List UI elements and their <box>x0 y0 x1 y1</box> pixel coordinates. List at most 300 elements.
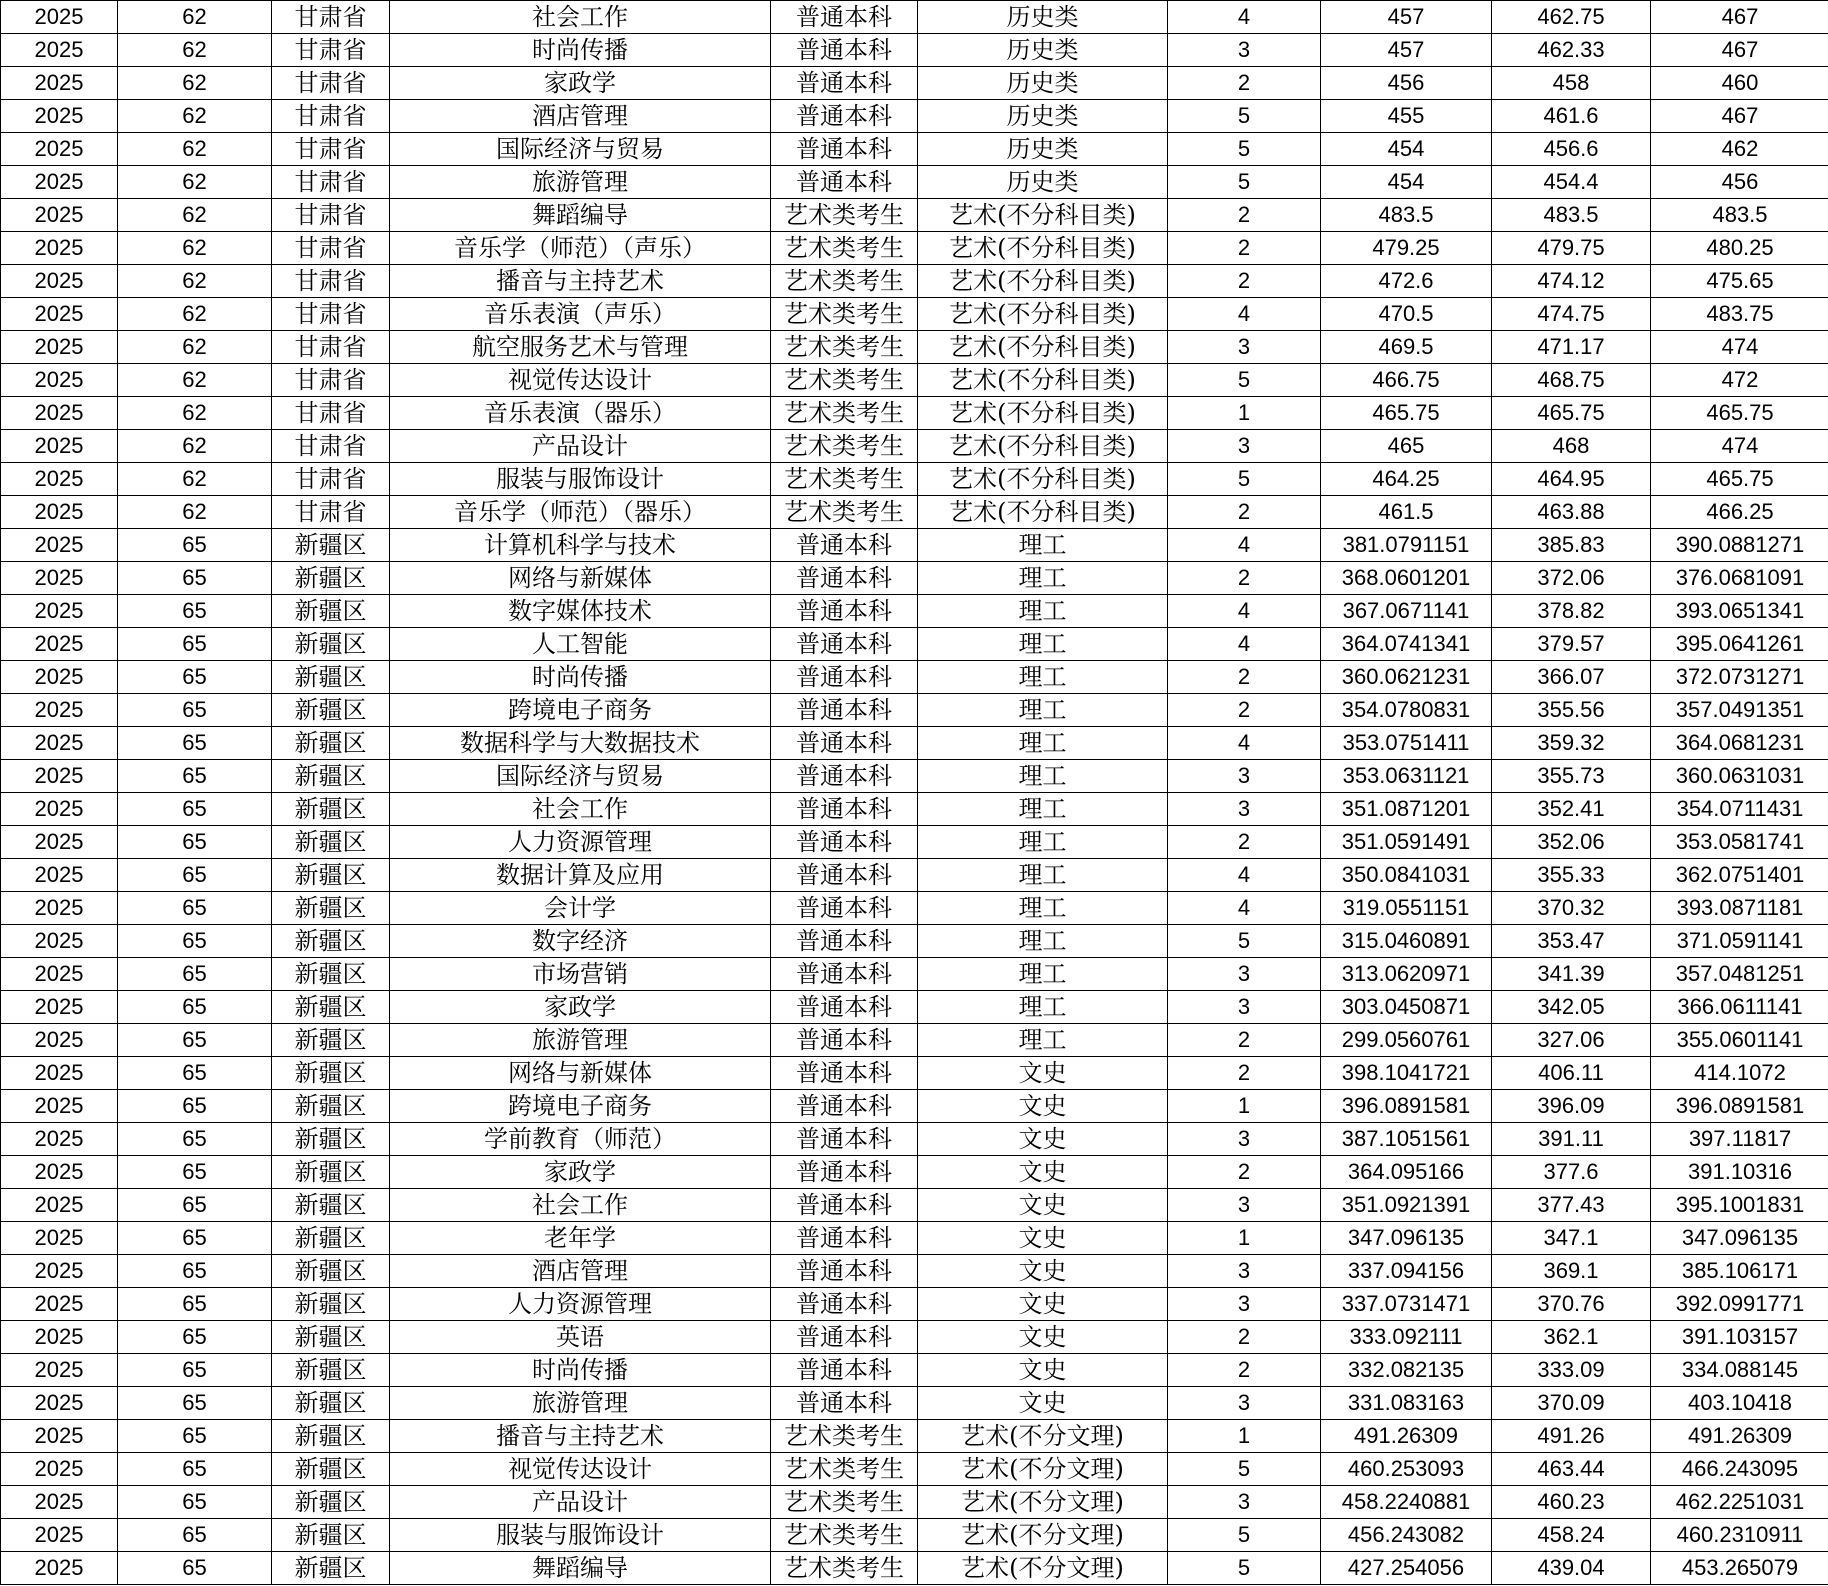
subject-cell: 历史类 <box>918 67 1168 100</box>
batch-cell: 艺术类考生 <box>771 1519 918 1552</box>
year-cell: 2025 <box>1 958 118 991</box>
count-cell: 2 <box>1168 496 1321 529</box>
avg-score-cell: 465.75 <box>1492 397 1651 430</box>
major-cell: 时尚传播 <box>390 1354 771 1387</box>
province-code-cell: 65 <box>118 661 272 694</box>
province-code-cell: 62 <box>118 232 272 265</box>
major-cell: 家政学 <box>390 1156 771 1189</box>
count-cell: 3 <box>1168 1189 1321 1222</box>
table-row <box>1 100 1828 133</box>
count-cell: 3 <box>1168 1387 1321 1420</box>
province-cell: 新疆区 <box>272 1024 390 1057</box>
major-cell: 音乐表演（声乐） <box>390 298 771 331</box>
major-cell: 社会工作 <box>390 1189 771 1222</box>
batch-cell: 普通本科 <box>771 628 918 661</box>
province-code-cell: 65 <box>118 1123 272 1156</box>
min-score-cell: 454 <box>1321 166 1492 199</box>
province-code-cell: 65 <box>118 1288 272 1321</box>
province-cell: 新疆区 <box>272 1486 390 1519</box>
min-score-cell: 381.0791151 <box>1321 529 1492 562</box>
min-score-cell: 360.0621231 <box>1321 661 1492 694</box>
subject-cell: 艺术(不分科目类) <box>918 232 1168 265</box>
batch-cell: 普通本科 <box>771 760 918 793</box>
max-score-cell: 366.0611141 <box>1651 991 1828 1024</box>
table-row <box>1 1156 1828 1189</box>
year-cell: 2025 <box>1 67 118 100</box>
province-cell: 新疆区 <box>272 562 390 595</box>
year-cell: 2025 <box>1 133 118 166</box>
table-row <box>1 1288 1828 1321</box>
province-cell: 甘肃省 <box>272 331 390 364</box>
province-code-cell: 65 <box>118 1255 272 1288</box>
min-score-cell: 299.0560761 <box>1321 1024 1492 1057</box>
major-cell: 产品设计 <box>390 430 771 463</box>
max-score-cell: 392.0991771 <box>1651 1288 1828 1321</box>
batch-cell: 艺术类考生 <box>771 1552 918 1585</box>
major-cell: 会计学 <box>390 892 771 925</box>
province-code-cell: 65 <box>118 826 272 859</box>
subject-cell: 艺术(不分文理) <box>918 1519 1168 1552</box>
count-cell: 2 <box>1168 661 1321 694</box>
avg-score-cell: 377.43 <box>1492 1189 1651 1222</box>
max-score-cell: 364.0681231 <box>1651 727 1828 760</box>
province-code-cell: 65 <box>118 628 272 661</box>
count-cell: 5 <box>1168 1453 1321 1486</box>
major-cell: 国际经济与贸易 <box>390 133 771 166</box>
avg-score-cell: 464.95 <box>1492 463 1651 496</box>
subject-cell: 历史类 <box>918 34 1168 67</box>
subject-cell: 艺术(不分文理) <box>918 1453 1168 1486</box>
max-score-cell: 462.2251031 <box>1651 1486 1828 1519</box>
major-cell: 酒店管理 <box>390 100 771 133</box>
major-cell: 网络与新媒体 <box>390 1057 771 1090</box>
batch-cell: 普通本科 <box>771 1321 918 1354</box>
subject-cell: 艺术(不分科目类) <box>918 430 1168 463</box>
year-cell: 2025 <box>1 991 118 1024</box>
avg-score-cell: 460.23 <box>1492 1486 1651 1519</box>
province-code-cell: 65 <box>118 727 272 760</box>
batch-cell: 普通本科 <box>771 1255 918 1288</box>
province-code-cell: 65 <box>118 760 272 793</box>
count-cell: 1 <box>1168 1420 1321 1453</box>
subject-cell: 艺术(不分科目类) <box>918 298 1168 331</box>
major-cell: 音乐表演（器乐） <box>390 397 771 430</box>
province-code-cell: 65 <box>118 529 272 562</box>
avg-score-cell: 362.1 <box>1492 1321 1651 1354</box>
avg-score-cell: 352.06 <box>1492 826 1651 859</box>
batch-cell: 普通本科 <box>771 1288 918 1321</box>
year-cell: 2025 <box>1 1123 118 1156</box>
max-score-cell: 465.75 <box>1651 463 1828 496</box>
table-row <box>1 1354 1828 1387</box>
max-score-cell: 465.75 <box>1651 397 1828 430</box>
min-score-cell: 353.0751411 <box>1321 727 1492 760</box>
min-score-cell: 332.082135 <box>1321 1354 1492 1387</box>
table-row <box>1 1123 1828 1156</box>
min-score-cell: 470.5 <box>1321 298 1492 331</box>
table-row <box>1 727 1828 760</box>
min-score-cell: 472.6 <box>1321 265 1492 298</box>
max-score-cell: 396.0891581 <box>1651 1090 1828 1123</box>
subject-cell: 艺术(不分科目类) <box>918 199 1168 232</box>
year-cell: 2025 <box>1 595 118 628</box>
count-cell: 3 <box>1168 1486 1321 1519</box>
avg-score-cell: 378.82 <box>1492 595 1651 628</box>
subject-cell: 文史 <box>918 1189 1168 1222</box>
max-score-cell: 460 <box>1651 67 1828 100</box>
major-cell: 数字媒体技术 <box>390 595 771 628</box>
province-code-cell: 65 <box>118 694 272 727</box>
year-cell: 2025 <box>1 628 118 661</box>
table-row <box>1 199 1828 232</box>
min-score-cell: 460.253093 <box>1321 1453 1492 1486</box>
count-cell: 2 <box>1168 1321 1321 1354</box>
major-cell: 视觉传达设计 <box>390 364 771 397</box>
batch-cell: 艺术类考生 <box>771 1486 918 1519</box>
table-row <box>1 925 1828 958</box>
min-score-cell: 455 <box>1321 100 1492 133</box>
year-cell: 2025 <box>1 826 118 859</box>
major-cell: 数字经济 <box>390 925 771 958</box>
major-cell: 数据科学与大数据技术 <box>390 727 771 760</box>
subject-cell: 艺术(不分科目类) <box>918 463 1168 496</box>
major-cell: 时尚传播 <box>390 661 771 694</box>
province-code-cell: 65 <box>118 925 272 958</box>
max-score-cell: 390.0881271 <box>1651 529 1828 562</box>
major-cell: 酒店管理 <box>390 1255 771 1288</box>
province-cell: 新疆区 <box>272 925 390 958</box>
subject-cell: 理工 <box>918 826 1168 859</box>
batch-cell: 普通本科 <box>771 1222 918 1255</box>
min-score-cell: 337.0731471 <box>1321 1288 1492 1321</box>
count-cell: 2 <box>1168 694 1321 727</box>
count-cell: 2 <box>1168 1057 1321 1090</box>
min-score-cell: 458.2240881 <box>1321 1486 1492 1519</box>
province-cell: 新疆区 <box>272 1255 390 1288</box>
min-score-cell: 347.096135 <box>1321 1222 1492 1255</box>
batch-cell: 普通本科 <box>771 166 918 199</box>
max-score-cell: 414.1072 <box>1651 1057 1828 1090</box>
avg-score-cell: 366.07 <box>1492 661 1651 694</box>
province-cell: 甘肃省 <box>272 199 390 232</box>
year-cell: 2025 <box>1 1222 118 1255</box>
province-code-cell: 65 <box>118 892 272 925</box>
max-score-cell: 462 <box>1651 133 1828 166</box>
batch-cell: 艺术类考生 <box>771 1420 918 1453</box>
batch-cell: 普通本科 <box>771 34 918 67</box>
province-cell: 新疆区 <box>272 1552 390 1585</box>
province-code-cell: 62 <box>118 496 272 529</box>
batch-cell: 普通本科 <box>771 892 918 925</box>
batch-cell: 普通本科 <box>771 1387 918 1420</box>
table-row <box>1 298 1828 331</box>
province-cell: 新疆区 <box>272 826 390 859</box>
count-cell: 2 <box>1168 67 1321 100</box>
major-cell: 播音与主持艺术 <box>390 1420 771 1453</box>
max-score-cell: 395.1001831 <box>1651 1189 1828 1222</box>
province-cell: 甘肃省 <box>272 298 390 331</box>
count-cell: 5 <box>1168 1519 1321 1552</box>
subject-cell: 理工 <box>918 760 1168 793</box>
year-cell: 2025 <box>1 1 118 34</box>
year-cell: 2025 <box>1 331 118 364</box>
major-cell: 人工智能 <box>390 628 771 661</box>
province-cell: 新疆区 <box>272 661 390 694</box>
min-score-cell: 427.254056 <box>1321 1552 1492 1585</box>
subject-cell: 文史 <box>918 1123 1168 1156</box>
batch-cell: 普通本科 <box>771 1354 918 1387</box>
subject-cell: 理工 <box>918 694 1168 727</box>
min-score-cell: 454 <box>1321 133 1492 166</box>
province-cell: 甘肃省 <box>272 430 390 463</box>
count-cell: 4 <box>1168 859 1321 892</box>
count-cell: 3 <box>1168 331 1321 364</box>
max-score-cell: 372.0731271 <box>1651 661 1828 694</box>
province-code-cell: 65 <box>118 1387 272 1420</box>
min-score-cell: 465 <box>1321 430 1492 463</box>
avg-score-cell: 462.75 <box>1492 1 1651 34</box>
count-cell: 2 <box>1168 826 1321 859</box>
year-cell: 2025 <box>1 100 118 133</box>
major-cell: 市场营销 <box>390 958 771 991</box>
batch-cell: 普通本科 <box>771 100 918 133</box>
subject-cell: 艺术(不分科目类) <box>918 364 1168 397</box>
min-score-cell: 457 <box>1321 34 1492 67</box>
count-cell: 1 <box>1168 397 1321 430</box>
avg-score-cell: 462.33 <box>1492 34 1651 67</box>
table-row <box>1 1486 1828 1519</box>
year-cell: 2025 <box>1 232 118 265</box>
max-score-cell: 391.10316 <box>1651 1156 1828 1189</box>
table-row <box>1 991 1828 1024</box>
subject-cell: 艺术(不分科目类) <box>918 265 1168 298</box>
batch-cell: 普通本科 <box>771 1057 918 1090</box>
avg-score-cell: 458 <box>1492 67 1651 100</box>
avg-score-cell: 352.41 <box>1492 793 1651 826</box>
count-cell: 3 <box>1168 760 1321 793</box>
batch-cell: 艺术类考生 <box>771 364 918 397</box>
table-row <box>1 166 1828 199</box>
min-score-cell: 364.095166 <box>1321 1156 1492 1189</box>
batch-cell: 艺术类考生 <box>771 397 918 430</box>
province-code-cell: 65 <box>118 1552 272 1585</box>
province-cell: 新疆区 <box>272 595 390 628</box>
count-cell: 4 <box>1168 727 1321 760</box>
min-score-cell: 461.5 <box>1321 496 1492 529</box>
count-cell: 2 <box>1168 232 1321 265</box>
min-score-cell: 469.5 <box>1321 331 1492 364</box>
batch-cell: 普通本科 <box>771 529 918 562</box>
batch-cell: 普通本科 <box>771 991 918 1024</box>
batch-cell: 艺术类考生 <box>771 298 918 331</box>
avg-score-cell: 347.1 <box>1492 1222 1651 1255</box>
avg-score-cell: 355.56 <box>1492 694 1651 727</box>
major-cell: 社会工作 <box>390 1 771 34</box>
year-cell: 2025 <box>1 727 118 760</box>
max-score-cell: 456 <box>1651 166 1828 199</box>
max-score-cell: 357.0491351 <box>1651 694 1828 727</box>
subject-cell: 艺术(不分文理) <box>918 1420 1168 1453</box>
province-cell: 甘肃省 <box>272 496 390 529</box>
subject-cell: 艺术(不分文理) <box>918 1486 1168 1519</box>
major-cell: 时尚传播 <box>390 34 771 67</box>
table-row <box>1 496 1828 529</box>
province-code-cell: 62 <box>118 364 272 397</box>
subject-cell: 理工 <box>918 628 1168 661</box>
count-cell: 5 <box>1168 100 1321 133</box>
min-score-cell: 387.1051561 <box>1321 1123 1492 1156</box>
batch-cell: 普通本科 <box>771 793 918 826</box>
province-cell: 新疆区 <box>272 793 390 826</box>
table-row <box>1 232 1828 265</box>
count-cell: 4 <box>1168 1 1321 34</box>
min-score-cell: 354.0780831 <box>1321 694 1492 727</box>
province-code-cell: 65 <box>118 1222 272 1255</box>
subject-cell: 艺术(不分科目类) <box>918 496 1168 529</box>
min-score-cell: 483.5 <box>1321 199 1492 232</box>
province-cell: 新疆区 <box>272 1354 390 1387</box>
province-code-cell: 62 <box>118 100 272 133</box>
count-cell: 5 <box>1168 166 1321 199</box>
year-cell: 2025 <box>1 1024 118 1057</box>
max-score-cell: 483.75 <box>1651 298 1828 331</box>
table-row <box>1 1024 1828 1057</box>
province-cell: 新疆区 <box>272 892 390 925</box>
province-code-cell: 65 <box>118 1189 272 1222</box>
avg-score-cell: 370.76 <box>1492 1288 1651 1321</box>
table-row <box>1 331 1828 364</box>
batch-cell: 普通本科 <box>771 562 918 595</box>
major-cell: 社会工作 <box>390 793 771 826</box>
province-cell: 新疆区 <box>272 727 390 760</box>
year-cell: 2025 <box>1 34 118 67</box>
year-cell: 2025 <box>1 925 118 958</box>
batch-cell: 普通本科 <box>771 1 918 34</box>
major-cell: 家政学 <box>390 67 771 100</box>
subject-cell: 艺术(不分文理) <box>918 1552 1168 1585</box>
table-row <box>1 826 1828 859</box>
subject-cell: 艺术(不分科目类) <box>918 331 1168 364</box>
subject-cell: 理工 <box>918 925 1168 958</box>
min-score-cell: 364.0741341 <box>1321 628 1492 661</box>
province-code-cell: 65 <box>118 1420 272 1453</box>
max-score-cell: 362.0751401 <box>1651 859 1828 892</box>
major-cell: 播音与主持艺术 <box>390 265 771 298</box>
max-score-cell: 385.106171 <box>1651 1255 1828 1288</box>
year-cell: 2025 <box>1 1420 118 1453</box>
count-cell: 2 <box>1168 1354 1321 1387</box>
subject-cell: 理工 <box>918 892 1168 925</box>
avg-score-cell: 483.5 <box>1492 199 1651 232</box>
major-cell: 英语 <box>390 1321 771 1354</box>
max-score-cell: 347.096135 <box>1651 1222 1828 1255</box>
subject-cell: 历史类 <box>918 1 1168 34</box>
count-cell: 4 <box>1168 595 1321 628</box>
table-row <box>1 595 1828 628</box>
table-row <box>1 133 1828 166</box>
count-cell: 4 <box>1168 298 1321 331</box>
avg-score-cell: 370.32 <box>1492 892 1651 925</box>
count-cell: 5 <box>1168 925 1321 958</box>
table-row <box>1 859 1828 892</box>
table-row <box>1 760 1828 793</box>
min-score-cell: 331.083163 <box>1321 1387 1492 1420</box>
batch-cell: 普通本科 <box>771 595 918 628</box>
avg-score-cell: 353.47 <box>1492 925 1651 958</box>
avg-score-cell: 406.11 <box>1492 1057 1651 1090</box>
province-cell: 新疆区 <box>272 529 390 562</box>
min-score-cell: 466.75 <box>1321 364 1492 397</box>
subject-cell: 理工 <box>918 727 1168 760</box>
max-score-cell: 403.10418 <box>1651 1387 1828 1420</box>
province-cell: 甘肃省 <box>272 232 390 265</box>
major-cell: 人力资源管理 <box>390 1288 771 1321</box>
province-code-cell: 65 <box>118 1024 272 1057</box>
major-cell: 服装与服饰设计 <box>390 1519 771 1552</box>
table-row <box>1 1453 1828 1486</box>
province-code-cell: 65 <box>118 1453 272 1486</box>
province-code-cell: 62 <box>118 133 272 166</box>
province-code-cell: 62 <box>118 1 272 34</box>
max-score-cell: 467 <box>1651 34 1828 67</box>
min-score-cell: 464.25 <box>1321 463 1492 496</box>
table-row <box>1 397 1828 430</box>
year-cell: 2025 <box>1 199 118 232</box>
province-code-cell: 62 <box>118 430 272 463</box>
province-code-cell: 65 <box>118 595 272 628</box>
batch-cell: 普通本科 <box>771 661 918 694</box>
min-score-cell: 351.0871201 <box>1321 793 1492 826</box>
province-cell: 新疆区 <box>272 1288 390 1321</box>
count-cell: 3 <box>1168 1288 1321 1321</box>
province-code-cell: 62 <box>118 298 272 331</box>
min-score-cell: 319.0551151 <box>1321 892 1492 925</box>
table-row <box>1 562 1828 595</box>
count-cell: 1 <box>1168 1222 1321 1255</box>
avg-score-cell: 333.09 <box>1492 1354 1651 1387</box>
batch-cell: 艺术类考生 <box>771 430 918 463</box>
avg-score-cell: 372.06 <box>1492 562 1651 595</box>
year-cell: 2025 <box>1 1288 118 1321</box>
count-cell: 2 <box>1168 1024 1321 1057</box>
count-cell: 3 <box>1168 1123 1321 1156</box>
province-code-cell: 65 <box>118 562 272 595</box>
min-score-cell: 398.1041721 <box>1321 1057 1492 1090</box>
avg-score-cell: 370.09 <box>1492 1387 1651 1420</box>
count-cell: 4 <box>1168 628 1321 661</box>
table-row <box>1 529 1828 562</box>
table-row <box>1 661 1828 694</box>
year-cell: 2025 <box>1 1486 118 1519</box>
province-cell: 甘肃省 <box>272 67 390 100</box>
province-cell: 甘肃省 <box>272 100 390 133</box>
avg-score-cell: 385.83 <box>1492 529 1651 562</box>
province-code-cell: 65 <box>118 1156 272 1189</box>
batch-cell: 普通本科 <box>771 67 918 100</box>
avg-score-cell: 461.6 <box>1492 100 1651 133</box>
major-cell: 旅游管理 <box>390 1024 771 1057</box>
province-code-cell: 62 <box>118 34 272 67</box>
major-cell: 服装与服饰设计 <box>390 463 771 496</box>
major-cell: 音乐学（师范）（器乐） <box>390 496 771 529</box>
major-cell: 计算机科学与技术 <box>390 529 771 562</box>
province-cell: 新疆区 <box>272 1123 390 1156</box>
province-cell: 新疆区 <box>272 1453 390 1486</box>
province-code-cell: 62 <box>118 397 272 430</box>
year-cell: 2025 <box>1 1090 118 1123</box>
table-row <box>1 1222 1828 1255</box>
table-row <box>1 1090 1828 1123</box>
